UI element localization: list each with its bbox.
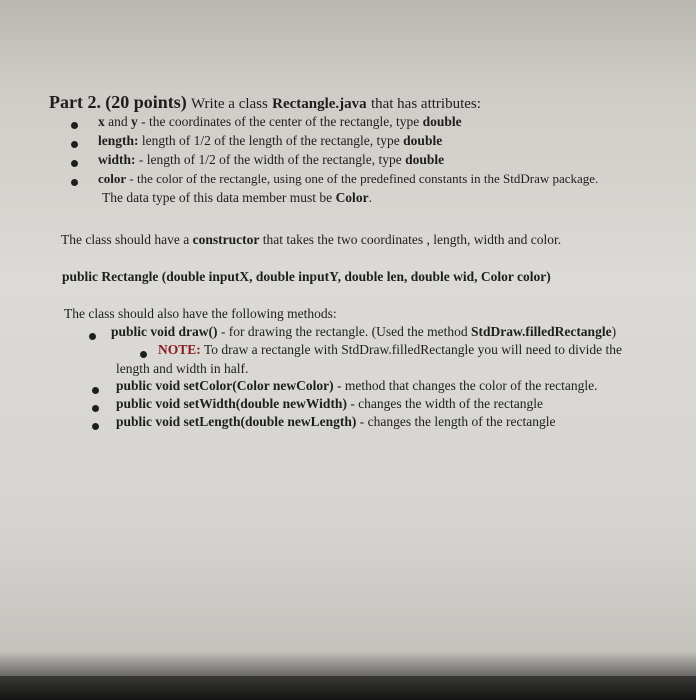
bullet-icon <box>92 387 99 394</box>
bullet-icon <box>140 351 147 358</box>
points-label: (20 points) <box>105 92 187 112</box>
bullet-icon <box>89 333 96 340</box>
constructor-paragraph: The class should have a constructor that takes the two coordinates , length, width and color. <box>61 232 562 247</box>
attribute-item-xy: x and y - the coordinates of the center of the rectangle, type double <box>98 114 462 129</box>
method-item-setcolor: public void setColor(Color newColor) - method that changes the color of the rectangle. <box>116 378 598 393</box>
bullet-icon <box>71 160 78 167</box>
bullet-icon <box>71 179 78 186</box>
bullet-icon <box>92 405 99 412</box>
method-item-setlength: public void setLength(double newLength) - changes the length of the rectangle <box>116 414 556 429</box>
attribute-item-color: color - the color of the rectangle, using one of the predefined constants in the StdDraw package. <box>98 171 599 186</box>
heading-text-after: that has attributes: <box>370 96 481 112</box>
bullet-icon <box>71 141 78 148</box>
constructor-signature: public Rectangle (double inputX, double inputY, double len, double wid, Color color) <box>62 269 551 284</box>
dark-bottom-edge <box>0 676 696 700</box>
note-line-cont: length and width in half. <box>116 361 249 376</box>
class-name: Rectangle.java <box>272 96 367 112</box>
part-heading <box>49 92 481 113</box>
attribute-item-color-cont: The data type of this data member must be Color. <box>102 190 372 205</box>
methods-intro: The class should also have the following methods: <box>64 306 337 321</box>
bullet-icon <box>92 423 99 430</box>
heading-text: Write a class <box>191 96 268 112</box>
method-item-setwidth: public void setWidth(double newWidth) - changes the width of the rectangle <box>116 396 543 411</box>
part-label: Part 2. <box>49 92 101 112</box>
bullet-icon <box>71 122 78 129</box>
method-item-draw: public void draw() - for drawing the rectangle. (Used the method StdDraw.filledRectangle) <box>111 324 617 339</box>
attribute-item-width: width: - length of 1/2 of the width of the rectangle, type double <box>98 152 445 167</box>
attribute-item-length: length: length of 1/2 of the length of the rectangle, type double <box>98 133 443 148</box>
note-line: NOTE: To draw a rectangle with StdDraw.filledRectangle you will need to divide the <box>158 342 622 357</box>
